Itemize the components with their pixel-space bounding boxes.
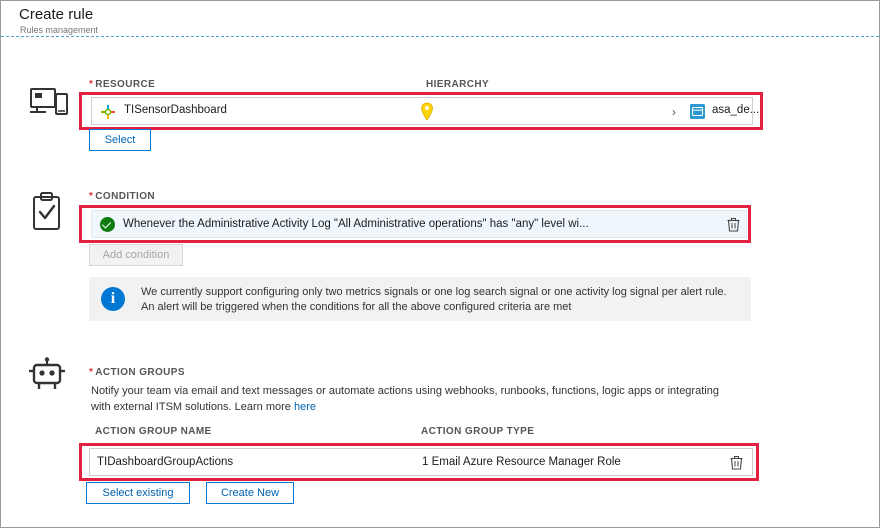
info-icon: i	[101, 287, 125, 311]
condition-row[interactable]	[91, 210, 747, 238]
create-new-button[interactable]: Create New	[206, 482, 294, 504]
add-condition-button[interactable]: Add condition	[89, 244, 183, 266]
chevron-right-icon: ›	[672, 105, 676, 119]
subscription-icon	[690, 104, 705, 119]
learn-more-link[interactable]: here	[293, 401, 317, 413]
action-groups-description-text: Notify your team via email and text messages or automate actions using webhooks, runbooks, functions, logic apps or integrating with external ITSM solutions. Learn more	[91, 385, 719, 413]
subscription-name: asa_de...	[712, 104, 760, 116]
condition-text: Whenever the Administrative Activity Log "All Administrative operations" has "any" level wi...	[123, 218, 589, 230]
page-title: Create rule	[19, 6, 94, 23]
select-existing-button[interactable]: Select existing	[86, 482, 190, 504]
action-group-name-column-header: ACTION GROUP NAME	[95, 426, 212, 437]
action-group-type-column-header: ACTION GROUP TYPE	[421, 426, 535, 437]
condition-required-indicator: *	[89, 191, 94, 202]
delete-condition-icon[interactable]	[727, 217, 740, 232]
action-groups-label-text: ACTION GROUPS	[95, 367, 185, 378]
clipboard-check-icon	[25, 191, 73, 239]
success-check-icon	[100, 217, 115, 232]
action-group-name: TIDashboardGroupActions	[97, 456, 234, 468]
action-groups-label	[89, 367, 185, 378]
page-header	[1, 1, 879, 37]
table-row[interactable]	[89, 448, 753, 476]
page-subtitle: Rules management	[20, 25, 99, 35]
resource-gear-icon	[101, 105, 115, 119]
select-resource-button[interactable]: Select	[89, 129, 151, 151]
resource-label-text: RESOURCE	[95, 79, 156, 90]
action-groups-required-indicator: *	[89, 367, 94, 378]
resource-row[interactable]	[91, 97, 760, 125]
info-banner	[89, 277, 751, 321]
condition-label	[89, 191, 155, 202]
hierarchy-label: HIERARCHY	[426, 79, 490, 90]
action-group-type: 1 Email Azure Resource Manager Role	[422, 456, 621, 468]
condition-label-text: CONDITION	[95, 191, 156, 202]
action-groups-description	[91, 383, 731, 415]
resource-label	[89, 79, 155, 90]
delete-action-group-icon[interactable]	[730, 455, 743, 470]
header-divider	[1, 36, 879, 37]
info-banner-text: We currently support configuring only two metrics signals or one log search signal or one activity log signal per alert rule. An alert will be triggered when the conditions for all the above configured criteria are met	[141, 286, 727, 313]
location-pin-icon	[420, 102, 434, 122]
monitor-devices-icon	[25, 81, 73, 129]
robot-icon	[25, 357, 73, 405]
resource-required-indicator: *	[89, 79, 94, 90]
resource-name: TISensorDashboard	[124, 104, 227, 116]
